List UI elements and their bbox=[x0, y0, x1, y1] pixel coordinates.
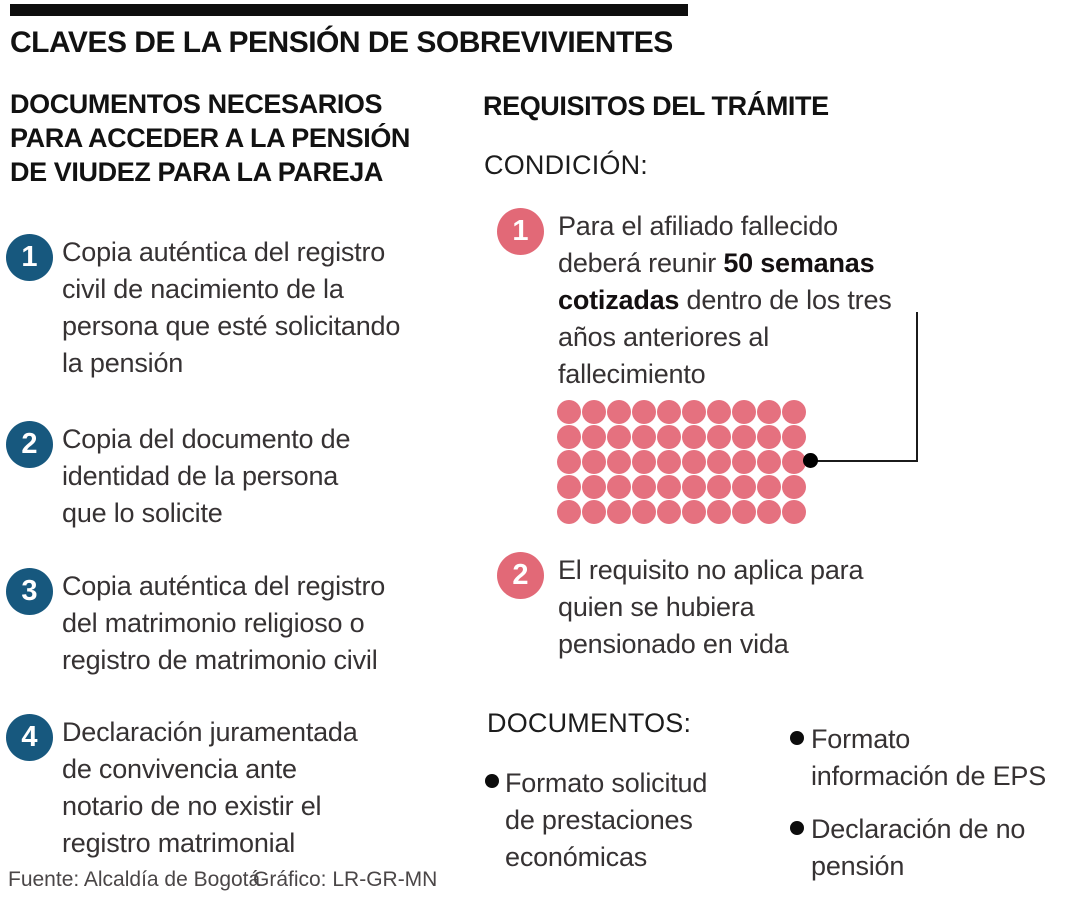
item-text-line: registro matrimonial bbox=[62, 828, 296, 858]
number-badge: 1 bbox=[497, 208, 544, 255]
week-dot bbox=[582, 475, 606, 499]
week-dot bbox=[682, 425, 706, 449]
item-text-line: información de EPS bbox=[811, 761, 1047, 791]
item-text-line: que lo solicite bbox=[62, 498, 223, 528]
week-dot bbox=[757, 500, 781, 524]
week-dot bbox=[732, 400, 756, 424]
item-text-line: pensión bbox=[811, 851, 905, 881]
week-dot bbox=[732, 425, 756, 449]
right-section-heading: REQUISITOS DEL TRÁMITE bbox=[483, 91, 829, 121]
week-dot bbox=[582, 400, 606, 424]
week-dot bbox=[607, 475, 631, 499]
weeks-dot-matrix bbox=[557, 400, 806, 524]
week-dot bbox=[607, 500, 631, 524]
item-text-line: la pensión bbox=[62, 348, 184, 378]
number-badge: 3 bbox=[6, 568, 53, 615]
item-text-line: quien se hubiera bbox=[558, 592, 755, 622]
week-dot bbox=[782, 475, 806, 499]
item-text-line: registro de matrimonio civil bbox=[62, 645, 378, 675]
week-dot bbox=[582, 425, 606, 449]
left-section-heading bbox=[10, 87, 450, 189]
week-dot bbox=[632, 475, 656, 499]
list-item-requirement-1 bbox=[497, 208, 892, 393]
item-text-line bbox=[558, 356, 892, 393]
item-text bbox=[497, 552, 863, 663]
week-dot bbox=[757, 425, 781, 449]
item-text-line: Declaración de no bbox=[811, 814, 1026, 844]
text-segment-bold: cotizadas bbox=[558, 285, 680, 315]
heading-line: DE VIUDEZ PARA LA PAREJA bbox=[10, 157, 383, 187]
list-item-requirement-2 bbox=[497, 552, 863, 663]
item-text-line: del matrimonio religioso o bbox=[62, 608, 365, 638]
list-item-document-3 bbox=[6, 568, 385, 679]
week-dot bbox=[707, 500, 731, 524]
week-dot bbox=[732, 500, 756, 524]
week-dot bbox=[557, 400, 581, 424]
item-text-line: civil de nacimiento de la bbox=[62, 274, 344, 304]
week-dot bbox=[582, 500, 606, 524]
week-dot bbox=[707, 450, 731, 474]
week-dot bbox=[707, 400, 731, 424]
item-text-line: persona que esté solicitando bbox=[62, 311, 401, 341]
item-text-line: de convivencia ante bbox=[62, 754, 297, 784]
item-text bbox=[6, 714, 358, 862]
item-text-line: notario de no existir el bbox=[62, 791, 322, 821]
week-dot bbox=[732, 475, 756, 499]
item-text-line: Formato bbox=[811, 724, 911, 754]
item-text-line: Copia auténtica del registro bbox=[62, 237, 386, 267]
week-dot bbox=[732, 450, 756, 474]
week-dot bbox=[757, 450, 781, 474]
item-text-line: pensionado en vida bbox=[558, 629, 789, 659]
item-text-line: económicas bbox=[505, 842, 648, 872]
item-text bbox=[6, 234, 400, 382]
number-badge: 2 bbox=[6, 421, 53, 468]
text-segment: dentro de los tres bbox=[679, 285, 892, 315]
list-item-document-1 bbox=[6, 234, 400, 382]
week-dot bbox=[657, 425, 681, 449]
callout-connector-vertical bbox=[916, 312, 918, 462]
week-dot bbox=[682, 450, 706, 474]
source-credit: Fuente: Alcaldía de Bogotá bbox=[8, 868, 261, 891]
item-text-line bbox=[558, 245, 892, 282]
week-dot bbox=[557, 450, 581, 474]
week-dot bbox=[757, 400, 781, 424]
week-dot bbox=[607, 450, 631, 474]
week-dot bbox=[657, 475, 681, 499]
item-text-line bbox=[558, 282, 892, 319]
heading-line: DOCUMENTOS NECESARIOS bbox=[10, 89, 383, 119]
week-dot bbox=[782, 400, 806, 424]
heading-line: PARA ACCEDER A LA PENSIÓN bbox=[10, 123, 411, 153]
text-segment: años anteriores al bbox=[558, 322, 770, 352]
week-dot bbox=[632, 400, 656, 424]
number-badge: 1 bbox=[6, 234, 53, 281]
page-title: CLAVES DE LA PENSIÓN DE SOBREVIVIENTES bbox=[10, 26, 673, 59]
week-dot bbox=[557, 475, 581, 499]
documents-label: DOCUMENTOS: bbox=[487, 708, 692, 738]
week-dot bbox=[632, 500, 656, 524]
week-dot bbox=[782, 425, 806, 449]
week-dot bbox=[707, 425, 731, 449]
week-dot bbox=[707, 475, 731, 499]
item-text bbox=[6, 421, 350, 532]
week-dot bbox=[682, 500, 706, 524]
item-text-line: de prestaciones bbox=[505, 805, 693, 835]
week-dot bbox=[757, 475, 781, 499]
item-text-line: identidad de la persona bbox=[62, 461, 339, 491]
item-text-line bbox=[558, 319, 892, 356]
week-dot bbox=[582, 450, 606, 474]
list-item-document-4 bbox=[6, 714, 358, 862]
week-dot bbox=[682, 400, 706, 424]
item-text-line: Copia del documento de bbox=[62, 424, 351, 454]
week-dot bbox=[632, 450, 656, 474]
week-dot bbox=[657, 400, 681, 424]
document-bullet-item bbox=[505, 765, 707, 876]
text-segment: Para el afiliado fallecido bbox=[558, 211, 838, 241]
top-rule-bar bbox=[10, 4, 688, 16]
item-text-line bbox=[558, 208, 892, 245]
week-dot bbox=[632, 425, 656, 449]
document-bullet-item bbox=[811, 721, 1046, 795]
document-bullet-item bbox=[811, 811, 1025, 885]
week-dot bbox=[607, 400, 631, 424]
item-text-line: Copia auténtica del registro bbox=[62, 571, 386, 601]
week-dot bbox=[657, 450, 681, 474]
text-segment-bold: 50 semanas bbox=[723, 248, 875, 278]
week-dot bbox=[557, 425, 581, 449]
item-text-line: El requisito no aplica para bbox=[558, 555, 864, 585]
week-dot bbox=[557, 500, 581, 524]
item-text bbox=[497, 208, 892, 393]
item-text-line: Declaración juramentada bbox=[62, 717, 358, 747]
bullet-icon bbox=[790, 731, 804, 745]
graphic-credit: Gráfico: LR-GR-MN bbox=[253, 868, 438, 891]
week-dot bbox=[657, 500, 681, 524]
item-text-line: Formato solicitud bbox=[505, 768, 708, 798]
number-badge: 4 bbox=[6, 714, 53, 761]
list-item-document-2 bbox=[6, 421, 350, 532]
bullet-icon bbox=[485, 774, 499, 788]
bullet-icon bbox=[790, 821, 804, 835]
text-segment: fallecimiento bbox=[558, 359, 706, 389]
condition-label: CONDICIÓN: bbox=[484, 150, 648, 180]
week-dot bbox=[782, 500, 806, 524]
callout-connector-endpoint-dot bbox=[803, 453, 818, 468]
week-dot bbox=[607, 425, 631, 449]
number-badge: 2 bbox=[497, 552, 544, 599]
text-segment: deberá reunir bbox=[558, 248, 724, 278]
item-text bbox=[6, 568, 385, 679]
callout-connector-horizontal bbox=[811, 460, 918, 462]
week-dot bbox=[682, 475, 706, 499]
